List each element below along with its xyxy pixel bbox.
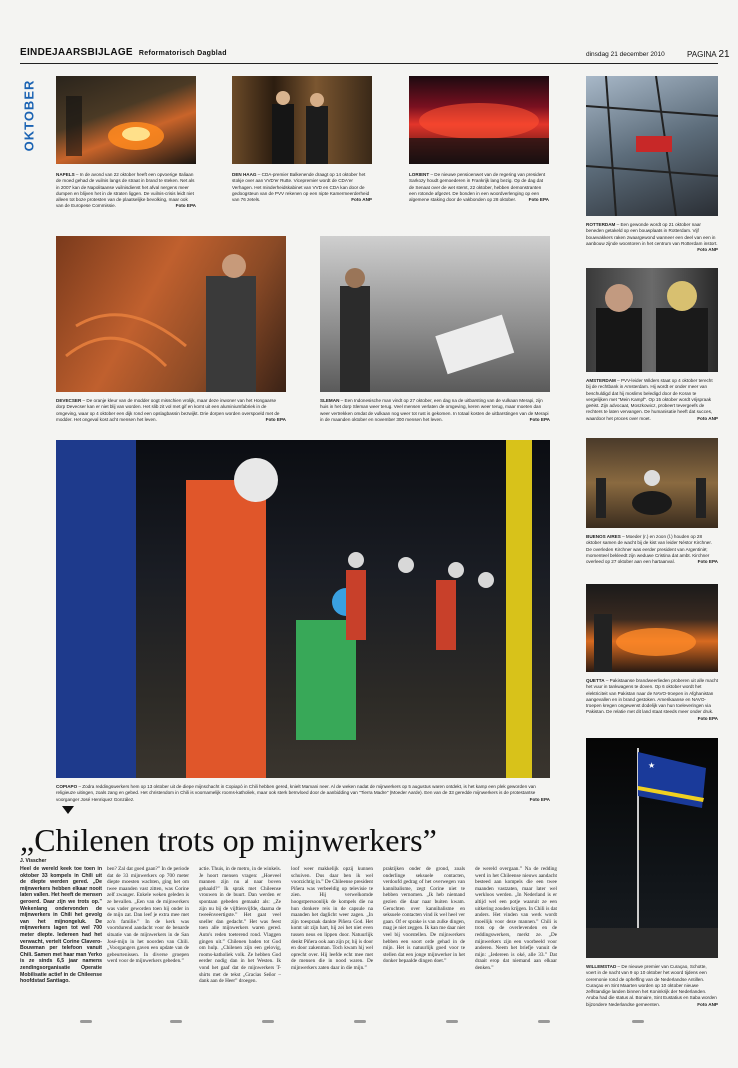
issue-date: dinsdag 21 december 2010 — [586, 51, 665, 58]
photo-devecser-art — [56, 236, 286, 392]
photo-lorient-art — [409, 76, 549, 164]
article-text-3: actie. Thuis, in de metro, in de winkels. Je hoort mensen vragen: „Hoeveel mannen zijn nu al naar boven gehaald?” Ik sprak met Chileense vrouwen in de buurt. Dan werden er spontaan gebeden gemaakt als: „Ze zijn nu bij de vijftienvijfde, daarna de tweeënveertigste.” Het gaat veel sneller dan gedacht.” Het was feest toen alle mijnwerkers waren gered. Auto's reden toeterend rond. Vlaggen gingen uit.” Chilenen baden tot God om hulp. „Chilenen zijn een gelovig, rooms-katholiek volk. Ze hebben God eerder nodig dan in het Westen. Ik vond het gaaf dat de mijnwerkers T-shirts met de tekst „Gracias Señor – dank aan de Heer” droegen. — [199, 866, 281, 985]
caption-quetta: QUETTA – Pakistaanse brandweerlieden proberen uit alle macht het vuur in tankwagens te doven. Op 6 oktober wordt het elektriciteit van Pakistan naar de NAVO-troepen in Afghanistan aangevallen en in brand gestoken. Amerikaanse en NAVO-troepen kregen ongewenst dodelijk van hun toeleveringen via Pakistan. De relatie met dit land staat steeds meer onder druk. Foto EPA — [586, 678, 718, 721]
photo-sleman-art — [320, 236, 550, 392]
caption-willemstad: WILLEMSTAD – De nieuwe premier van Curaçao, Schotte, voert in de nacht van 9 op 10 oktober het woord tijdens een ceremonie rond de opheffing van de Nederlandse Antillen. Curaçao en Sint Maarten worden op 10 oktober nieuwe zelfstandige landen binnen het Koninkrijk der Nederlanden. Aruba had die status al. Bonaire, Sint Eustatius en Saba worden bijzondere Nederlandse gemeenten. Foto ANP — [586, 964, 718, 1007]
photo-quetta-art — [586, 584, 718, 672]
registration-mark — [632, 1020, 644, 1023]
caption-devecser: DEVECSER – De oranje kleur van de modder oogt misschien vrolijk, maar deze inwoner van het Hongaarse dorp Devecser kan er niet blij van worden. Het slib zit vol met gif en komt uit een aluminiumfabriek in de omgeving, waar op 4 oktober een dijk rond een opslagbassin bezwijkt. Drie dorpen worden overspoeld met de modder. Het ongeval kost acht mensen het leven. Foto EPA — [56, 398, 286, 422]
caption-buenosaires: BUENOS AIRES – Moeder (r.) en zoon (l.) houden op 28 oktober samen de wacht bij de kist van leider Néstor Kirchner. De overleden Kirchner was eerder president van Argentinië; momenteel bekleedt zijn weduwe Cristina dat ambt. Kirchner overleed op 27 oktober aan een hartaanval. Foto EPA — [586, 534, 718, 565]
photo-copiapo-art — [56, 440, 550, 778]
header-rule — [20, 63, 718, 64]
publication-name: Reformatorisch Dagblad — [138, 50, 227, 57]
caption-amsterdam: AMSTERDAM – PVV-leider Wilders staat op 4 oktober terecht bij de rechtbank in Amsterdam. Hij wordt er onder meer van beschuldigd dat hij moslims beledigd door de Koran te vergelijken met "Mein Kampf". Op 15 oktober wordt vrijspraak geëist. Zijn advocaat, Moszkowicz, probeert tevergeefs de rechters te laten vervangen. De humanisatie heeft dat succes, waardoor het proces over moet. Foto ANP — [586, 378, 718, 421]
article-column-4 — [291, 866, 373, 1016]
photo-napels-art — [56, 76, 196, 164]
photo-willemstad — [586, 738, 718, 958]
article-lead: Heel de wereld keek toe toen in oktober 33 kompels in Chili uit de diepte werden gered. „De mijnwerkers hebben elkaar nooit laten vallen. Het heeft de mensen geroerd. Daar zijn we trots op.” Wekenlang ondervonden de mijnwerkers in Chili het gevolg van het mijnongeluk. De mijnwerkers lagen tot wel 700 meter diepte. Iedereen had het verwacht, vertelt Corine Clavero-Bouwman per telefoon vanuit Chili. Samen met haar man Yerko is ze sinds 6,5 jaar namens zendingsorganisatie Operatie Mobilisatie actief in de Chileense hoofdstad Santiago. — [20, 866, 102, 985]
photo-amsterdam — [586, 268, 718, 372]
registration-mark — [170, 1020, 182, 1023]
photo-copiapo — [56, 440, 550, 778]
photo-devecser — [56, 236, 286, 392]
article-column-5 — [383, 866, 465, 1016]
article-column-3 — [199, 866, 281, 1016]
month-label — [20, 68, 38, 166]
photo-napels — [56, 76, 196, 164]
article-text-4: loof weer makkelijk opzij kunnen schuiven. Dus daar ben ik wel voorzichtig in.” De Chileense president Piñera was verbeeldig op televisie te zien. Hij verwelkomde hoogstpersoonlijk de kompels die na hun donkere reis in de capsule na maanden het daglicht weer zagen. „In zijn toespraak dankte Piñera God. Het komt uit zijn hart, hij zei het niet even tussen neus en lippen door. Natuurlijk denkt Piñera ook aan zijn pr, hij is door en door zakenman. Toch kwam hij wel oprecht over. Hij leefde echt mee met de mensen die in nood waren. De mijnwerkers zaten daar in die mijn.” — [291, 866, 373, 971]
photo-buenosaires-art — [586, 438, 718, 528]
section-header — [20, 47, 227, 58]
section-title: EINDEJAARSBIJLAGE — [20, 47, 133, 58]
article-column-1 — [20, 866, 102, 1016]
caption-sleman: SLEMAN – Een Indonesische man vindt op 27 oktober, een dag na de uitbarsting van de vulkaan Merapi, zijn huis in het dorp Sleman weer terug. Veel mensen verlaten de omgeving, keren weer terug, maar moeten dan weer vertrekken omdat de vulkaan nog weer tot rust is gekomen. In totaal kosten de uitbarstingen van de Merapi in de maanden oktober en november 300 mensen het leven. Foto EPA — [320, 398, 550, 422]
caption-denhaag: DEN HAAG – CDA-premier Balkenende draagt op 14 oktober het stokje over aan VVD'er Rutte. Vicepremier wordt de CDA'er Verhagen. Het minderheidskabinet van VVD en CDA kan door de gedoogsteun van de PVV rekenen op een nipte Kamermeerderheid van 76 zetels. Foto ANP — [232, 172, 372, 203]
page-number-value: 21 — [718, 49, 730, 60]
registration-mark — [446, 1020, 458, 1023]
headline-marker — [62, 806, 74, 814]
photo-lorient — [409, 76, 549, 164]
registration-mark — [80, 1020, 92, 1023]
article-text-2: ben? Zal dat goed gaan?” In de periode dat de 33 mijnwerkers op 700 meter diepte moesten wachten, ging het om twee maanden vast zitten, was Corine zelf zwanger. Enkele weken geleden is ze bevallen. „Een van de mijnwerkers was vader geworden toen hij onder in de mijn zat. Dan leef je extra mee met zo'n familie.” In de kerk was voortdurend aandacht voor de benarde situatie van de mijnwerkers in de San José-mijn in het noorden van Chili. „Voorgangers gaven een update van de gebeurtenissen. In diverse groepen werd voor de mijnwerkers gebeden.” — [107, 866, 189, 965]
photo-denhaag — [232, 76, 372, 164]
page-number — [687, 49, 730, 60]
photo-sleman — [320, 236, 550, 392]
article-text-6: de wereld overgaan.” Na de redding werd in het Chileense nieuws aandacht besteed aan kompels die een twee maanden vastzaten, maar later wel werkloos werden. „In Nederland is er altijd wel een potje waaruit ze een uitkering zouden krijgen. In Chili is dat anders. Het vinden van werk wordt moeilijk voor deze mannen.” Chili is trots op de overlevenden en de reddingswerkers, merkt ze. „De mijnwerkers zijn een voorbeeld voor anderen. Neem het briefje vanuit de mijn: „Iedereen is oké, alle 33.” Dat draait erop dat niemand aan elkaar denken.” — [475, 866, 557, 971]
registration-mark — [538, 1020, 550, 1023]
month-text: OKTOBER — [21, 79, 37, 152]
photo-quetta — [586, 584, 718, 672]
article-column-6 — [475, 866, 557, 1016]
registration-mark — [354, 1020, 366, 1023]
caption-napels: NAPELS – In de avond van 22 oktober heeft een opvoerige Italiaan de moed gehad de vuilnis langs de straat in brand te steken. Net als in 2007 kan de Napolitaanse vuilnisdienst het afval nergens meer dumpen en blijven het in de straten liggen. De vuilnis-crisis leidt niet alleen tot boze protesten van de plaatselijke bevolking, maar ook van de Europese Commissie. Foto EPA — [56, 172, 196, 209]
article-text-5: praktijken onder de grond, zoals onderlinge seksuele contacten, verdoofd gedrag of het overwegen van kannibalisme, zegt Corine niet te hebben vernomen. „Ik heb niemand gezien die daar naar buiten kwam. Geruchten over kannibalisme en seksuele contacten vind ik wel heel ver gaan. Of er sprake is van zulke dingen, mag je niet zeggen. Ik kan me daar niet veel bij voorstellen. De mijnwerkers hebben een soort orde gehad in de mijn. Het is natuurlijk goed voor te stellen dat een jonge mijnwerker in het donker bepaalde dingen doet.” — [383, 866, 465, 965]
photo-willemstad-art — [586, 738, 718, 958]
photo-amsterdam-art — [586, 268, 718, 372]
photo-buenosaires — [586, 438, 718, 528]
photo-denhaag-art — [232, 76, 372, 164]
caption-rotterdam: ROTTERDAM – Een gewonde wordt op 21 oktober naar beneden getakeld op een bouwplaats in Rotterdam. Vijf bouwvakkers raken zwaargewond wanneer een deel van een in aanbouw zijnde woontoren in het centrum van Rotterdam instort. Foto ANP — [586, 222, 718, 253]
registration-mark — [262, 1020, 274, 1023]
article-headline: „Chilenen trots op mijnwerkers” — [20, 822, 437, 858]
caption-copiapo: COPIAPO – Zodra reddingswerkers hem op 13 oktober uit de diepe mijnschacht in Copiapó in Chili hebben gered, knielt Mamani neer. Al de weken nadat de mijnwerkers op 5 augustus waren ontdekt, is het kamp een plek geworden van religieuze uitingen, zoals zang en gebed. Het christendom in Chili is voornamelijk rooms-katholiek, maar ook sterk beïnvloed door de aanbidding van "Tierra Madre" (Moeder Aarde). Een van de 33 geredde mijnwerkers is de protestantse voorganger José Henriquez González. Foto EPA — [56, 784, 550, 802]
article-byline: J. Visscher — [20, 858, 47, 864]
photo-rotterdam — [586, 76, 718, 216]
svg-text:★: ★ — [648, 761, 656, 770]
page-label: PAGINA — [687, 50, 717, 59]
article-column-2 — [107, 866, 189, 1016]
caption-lorient: LORIENT – De nieuwe pensioenwet van de regering van president Sarkozy houdt gemoederen in Frankrijk lang bezig. Op de dag dat de Senaat over de wet stemt, 22 oktober, hebben demonstranten een rotonde afgezet. De bonden in een woordverlenging op een algemene staking door de vakbonden op 28 oktober. Foto EPA — [409, 172, 549, 203]
photo-rotterdam-art — [586, 76, 718, 216]
